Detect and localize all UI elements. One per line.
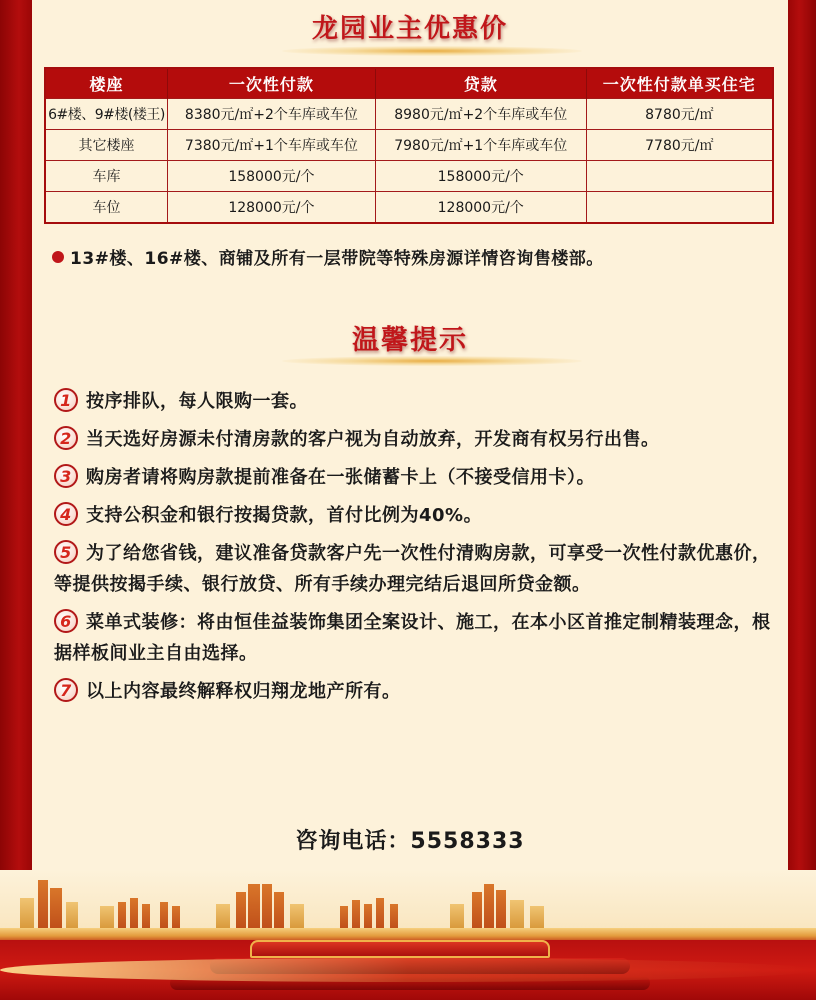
building-shape — [364, 904, 372, 928]
cell-loan: 8980元/㎡+2个车库或车位 — [375, 99, 586, 130]
contact-phone — [32, 824, 788, 855]
building-shape — [142, 904, 150, 928]
circled-number-icon: 3 — [54, 464, 78, 488]
column-header-residence-only: 一次性付款单买住宅 — [586, 68, 773, 99]
tips-list — [54, 386, 774, 714]
tip-text: 以上内容最终解释权归翔龙地产所有。 — [86, 681, 401, 702]
cell-lump-sum: 7380元/㎡+1个车库或车位 — [167, 130, 375, 161]
light-wave-decoration — [0, 958, 816, 982]
building-shape — [472, 892, 482, 928]
phone-number: 5558333 — [410, 829, 525, 854]
column-header-lump-sum: 一次性付款 — [167, 68, 375, 99]
title-glow-decoration — [282, 46, 582, 56]
phone-label: 咨询电话： — [295, 829, 411, 854]
left-red-frame — [0, 0, 32, 1000]
tip-text: 当天选好房源未付清房款的客户视为自动放弃，开发商有权另行出售。 — [86, 429, 660, 450]
building-shape — [236, 892, 246, 928]
building-shape — [290, 904, 304, 928]
tip-item — [54, 386, 774, 417]
stage-step-top — [250, 940, 550, 958]
note-text: 13#楼、16#楼、商铺及所有一层带院等特殊房源详情咨询售楼部。 — [70, 249, 604, 269]
table-row — [45, 99, 773, 130]
circled-number-icon: 7 — [54, 678, 78, 702]
cell-building: 6#楼、9#楼(楼王) — [45, 99, 167, 130]
page-title: 龙园业主优惠价 — [311, 14, 508, 44]
building-shape — [484, 884, 494, 928]
table-row — [45, 130, 773, 161]
cell-loan: 128000元/个 — [375, 192, 586, 224]
tip-item — [54, 500, 774, 531]
red-bullet-icon — [52, 251, 64, 263]
building-shape — [216, 904, 230, 928]
circled-number-icon: 2 — [54, 426, 78, 450]
table-header-row — [45, 68, 773, 99]
tip-item — [54, 607, 774, 669]
table-row — [45, 161, 773, 192]
circled-number-icon: 1 — [54, 388, 78, 412]
cell-residence-only — [586, 161, 773, 192]
special-units-note — [52, 244, 604, 269]
tip-text: 支持公积金和银行按揭贷款，首付比例为40%。 — [86, 505, 483, 526]
circled-number-icon: 6 — [54, 609, 78, 633]
building-shape — [248, 884, 260, 928]
tip-item — [54, 462, 774, 493]
building-shape — [66, 902, 78, 928]
price-table — [44, 67, 774, 224]
building-shape — [38, 880, 48, 928]
cell-lump-sum: 158000元/个 — [167, 161, 375, 192]
building-shape — [20, 898, 34, 928]
building-shape — [510, 900, 524, 928]
cell-residence-only: 8780元/㎡ — [586, 99, 773, 130]
building-shape — [352, 900, 360, 928]
building-shape — [376, 898, 384, 928]
tip-item — [54, 424, 774, 455]
column-header-building: 楼座 — [45, 68, 167, 99]
cell-residence-only: 7780元/㎡ — [586, 130, 773, 161]
building-shape — [50, 888, 62, 928]
cell-residence-only — [586, 192, 773, 224]
building-shape — [274, 892, 284, 928]
column-header-loan: 贷款 — [375, 68, 586, 99]
building-shape — [100, 906, 114, 928]
table-row — [45, 192, 773, 224]
content-panel — [32, 0, 788, 1000]
cell-building: 车位 — [45, 192, 167, 224]
cell-lump-sum: 8380元/㎡+2个车库或车位 — [167, 99, 375, 130]
tip-text: 按序排队，每人限购一套。 — [86, 391, 308, 412]
tips-title: 温馨提示 — [352, 325, 468, 356]
tips-title-glow-decoration — [282, 356, 582, 366]
tip-text: 为了给您省钱，建议准备贷款客户先一次性付清购房款，可享受一次性付款优惠价，等提供按揭手续、银行放贷、所有手续办理完结后退回所贷金额。 — [54, 543, 771, 595]
cell-lump-sum: 128000元/个 — [167, 192, 375, 224]
building-shape — [340, 906, 348, 928]
tip-text: 购房者请将购房款提前准备在一张储蓄卡上（不接受信用卡）。 — [86, 467, 595, 488]
building-shape — [450, 904, 464, 928]
building-shape — [118, 902, 126, 928]
circled-number-icon: 5 — [54, 540, 78, 564]
building-shape — [496, 890, 506, 928]
cell-building: 其它楼座 — [45, 130, 167, 161]
cell-loan: 158000元/个 — [375, 161, 586, 192]
building-shape — [130, 898, 138, 928]
cell-loan: 7980元/㎡+1个车库或车位 — [375, 130, 586, 161]
building-shape — [160, 902, 168, 928]
circled-number-icon: 4 — [54, 502, 78, 526]
tip-item — [54, 538, 774, 600]
building-shape — [530, 906, 544, 928]
right-red-frame — [788, 0, 816, 1000]
city-skyline-footer-decoration — [0, 870, 816, 1000]
cell-building: 车库 — [45, 161, 167, 192]
building-shape — [262, 884, 272, 928]
tip-text: 菜单式装修：将由恒佳益装饰集团全案设计、施工，在本小区首推定制精装理念，根据样板间业主自由选择。 — [54, 612, 771, 664]
building-shape — [390, 904, 398, 928]
building-shape — [172, 906, 180, 928]
tip-item — [54, 676, 774, 707]
